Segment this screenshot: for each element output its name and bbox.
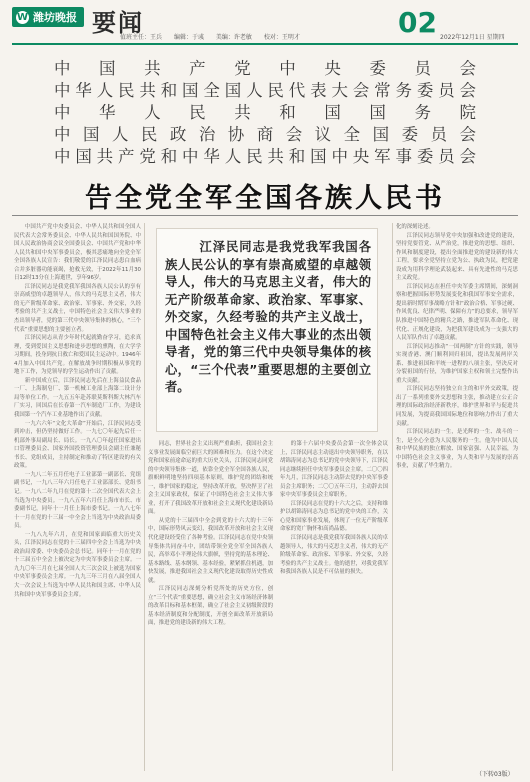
paragraph: 同志，世界社会主义出现严重曲折，我国社会主义事业发展面临空前巨大的困难和压力。在这个决定党和国家前途命运的重大历史关头，江泽民同志同党的中央领导集体一道，依靠全党全军全国各族人民，旗帜鲜明地坚持四项基本原则，维护党的团结和统一，维护国家的稳定，坚持改革开放，坚决捍卫了社会主义国家政权，保证了中国特色社会主义伟大事业，打开了我国改革开放和社会主义现代化建设新局面。 — [148, 441, 273, 516]
column-divider — [392, 223, 393, 771]
issue-date: 2022年12月1日 星期四 — [440, 34, 505, 41]
page-header — [0, 0, 530, 44]
org-line: 中华人民共和国国务院 — [54, 103, 476, 122]
paragraph: 江泽民同志坚持独立自主的和平外交政策，提出了一系列重要外交思想和主张，推动建立公正合理的国际政治经济新秩序，维护世界和平与促进共同发展，为提高我国国际地位和影响力作出了重大贡献。 — [396, 386, 518, 427]
continued-note: （下转03版） — [476, 771, 514, 778]
logo-mark-icon: W — [16, 11, 29, 23]
paragraph: 江泽民同志在担任中央军委主席期间，深刻洞察和把握国际形势发展变化和我国军事安全需求，提出新时期军事战略方针和“政治合格、军事过硬、作风优良、纪律严明、保障有力”的总要求，领导军队推进中国特色的精兵之路，推进军队革命化、现代化、正规化建设，为把我军建设成为一支强大的人民军队作出了卓越贡献。 — [396, 283, 518, 342]
editor-credit: 校对：王明才 — [263, 34, 300, 41]
paragraph: 江泽民同志推动“一国两制”方针的实践，领导实现香港、澳门顺利回归祖国，提出发展两岸关系、推进祖国和平统一进程的八项主张，坚决反对分裂祖国的行径，为维护国家主权和领土完整作出重大贡献。 — [396, 343, 518, 384]
newspaper-logo — [12, 7, 84, 27]
pull-quote: 江泽民同志是我党我军我国各族人民公认的享有崇高威望的卓越领导人，伟大的马克思主义者，伟大的无产阶级革命家、政治家、军事家、外交家，久经考验的共产主义战士，中国特色社会主义伟大事业的杰出领导者，党的第三代中央领导集体的核心，“三个代表”重要思想的主要创立者。 — [165, 240, 371, 394]
paragraph: 江泽民同志在党的十六大之后，支持和维护以胡锦涛同志为总书记的党中央的工作，关心党和国家事业发展，体现了一位无产阶级革命家的宽广胸怀和高尚品德。 — [280, 500, 388, 533]
headline-rule — [12, 215, 518, 216]
issuing-organizations — [0, 58, 530, 168]
paragraph: 江泽民同志领导党中央加强和改进党的建设，坚持党要管党、从严治党，推进党的思想、组织、作风和制度建设，提出全面推进党的建设新的伟大工程，要求全党坚持立党为公、执政为民，把党建设成为用科学理论武装起来、具有先进性的马克思主义政党。 — [396, 232, 518, 282]
org-line: 中国共产党中央委员会 — [54, 59, 476, 78]
org-line: 中国人民政治协商会议全国委员会 — [54, 125, 476, 144]
paragraph: 一九六六年“文化大革命”开始后，江泽民同志受到冲击，但仍坚持做好工作。一九七〇年起先后任一机部外事局副局长、局长。一九八〇年起任国家进出口管理委员会、国家外国投资管理委员会副主任兼秘书长、党组成员，主持制定和推动了特区建设的有关政策。 — [14, 420, 141, 470]
paragraph: 江泽民同志是我党我军我国各族人民公认的享有崇高威望的卓越领导人，伟大的马克思主义者，伟大的无产阶级革命家、政治家、军事家、外交家，久经考验的共产主义战士，中国特色社会主义伟大事业的杰出领导者，党的第三代中央领导集体的核心，“三个代表”重要思想的主要创立者。 — [14, 283, 141, 333]
paragraph: 一九八二年五月任电子工业部第一副部长、党组副书记，一九八三年六月任电子工业部部长、党组书记。一九八二年九月在党的第十二次全国代表大会上当选为中央委员。一九八五年六月任上海市市长、市委副书记，同年十一月任上海市委书记。一九八七年十一月在党的十三届一中全会上当选为中央政治局委员。 — [14, 471, 141, 530]
pull-quote-box — [156, 228, 378, 432]
logo-text: 潍坊晚报 — [33, 11, 77, 24]
org-line: 中国共产党和中华人民共和国中央军事委员会 — [54, 147, 476, 166]
article-column-4 — [396, 223, 518, 771]
editor-credit: 美编：许老敏 — [215, 34, 252, 41]
article-column-2 — [148, 440, 273, 771]
header-rule — [12, 43, 518, 45]
section-title: 要闻 — [92, 8, 144, 37]
article-column-1 — [14, 223, 141, 771]
paragraph: 江泽民同志从青少年时代起就勤奋学习，追求真理，受到爱国主义思想和进步思想的熏陶，在大学学习期间，投身到抗日救亡和爱国民主运动中。1946年4月加入中国共产党。在解放战争时期积极从事党的地下工作，为党领导的学生运动作出了贡献。 — [14, 335, 141, 376]
column-divider — [144, 223, 145, 771]
paragraph: 中国共产党中央委员会、中华人民共和国全国人民代表大会常务委员会、中华人民共和国国务院、中国人民政治协商会议全国委员会、中国共产党和中华人民共和国中央军事委员会，极其悲痛地向全党全军全国各族人民宣告：我们敬爱的江泽民同志患白血病合并多脏器功能衰竭，抢救无效，于2022年11月30日12时13分在上海逝世，享年96岁。 — [14, 224, 141, 282]
editor-credits — [120, 32, 310, 41]
editor-credit: 编辑：于彧 — [173, 34, 204, 41]
paragraph: 从党的十三届四中全会到党的十六大的十三年中，国际形势风云变幻，我国改革开放和社会主义现代化建设经受住了各种考验。江泽民同志在党中央领导集体共同奋斗中，团结带领全党全军全国各族人民，高举邓小平理论伟大旗帜，坚持党的基本理论、基本路线、基本纲领、基本经验，紧紧抓住机遇，加快发展，推进我国社会主义现代化建设取得历史性成就。 — [148, 517, 273, 584]
paragraph: 江泽民同志是我党我军我国各族人民的卓越领导人，伟大的马克思主义者，伟大的无产阶级革命家、政治家、军事家、外交家，久经考验的共产主义战士。他的逝世，对我党我军和我国各族人民是不可估量的损失。 — [280, 535, 388, 576]
article-column-3 — [280, 440, 388, 771]
page-number: 02 — [398, 6, 437, 39]
paragraph: 的第十六届中央委员会第一次全体会议上，江泽民同志主动退出中央领导职务，在以胡锦涛同志为总书记的党中央领导下，江泽民同志继续担任中央军事委员会主席。二〇〇四年九月，江泽民同志主动辞去党的中央军事委员会主席职务；二〇〇五年三月，主动辞去国家中央军事委员会主席职务。 — [280, 441, 388, 499]
paragraph: 化的深刻论述。 — [396, 224, 434, 230]
editor-credit: 值班主任：王兵 — [120, 34, 163, 41]
paragraph: 江泽民同志的一生，是光辉的一生、战斗的一生，是全心全意为人民服务的一生。他为中国人民和中华民族的独立解放、国家富强、人民幸福，为中国特色社会主义事业，为人类和平与发展的崇高事业，贡献了毕生精力。 — [396, 429, 518, 470]
paragraph: 新中国成立后，江泽民同志先后在上海益民食品一厂、上海制皂厂、第一机械工业部上海第二设计分局等单位工作。一九五五年赴苏联莫斯科斯大林汽车厂实习，回国后在长春第一汽车制造厂工作，为建设我国第一个汽车工业基地作出了贡献。 — [14, 377, 141, 419]
headline: 告全党全军全国各族人民书 — [85, 183, 445, 214]
org-line: 中华人民共和国全国人民代表大会常务委员会 — [54, 81, 476, 100]
paragraph: 江泽民同志深刻分析党所处的历史方位，创立“三个代表”重要思想，确立社会主义市场经济体制的改革目标和基本框架，确立了社会主义初级阶段的基本经济制度和分配制度，开创全面改革开放新局面，推进党的建设新的伟大工程。 — [148, 586, 273, 627]
paragraph: 一九八九年六月，在党和国家面临重大历史关头，江泽民同志在党的十三届四中全会上当选为中央政治局常委、中央委员会总书记。同年十一月在党的十三届五中全会上被决定为中央军事委员会主席。一九九〇年三月在七届全国人大三次会议上被选为国家中央军事委员会主席。一九九三年三月在八届全国人大一次会议上当选为中华人民共和国主席、中华人民共和国中央军事委员会主席。 — [14, 531, 141, 598]
